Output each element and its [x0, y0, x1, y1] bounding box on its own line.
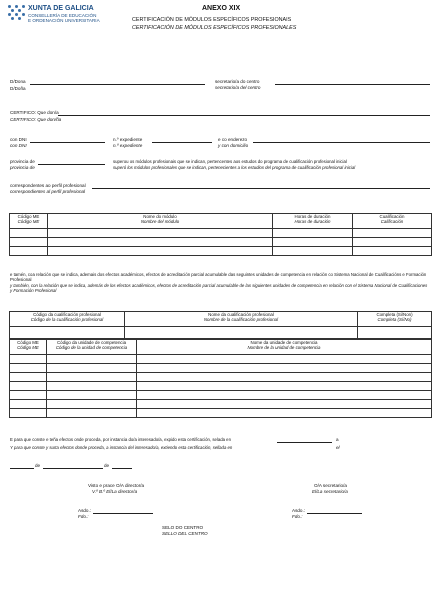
table-row[interactable] — [10, 364, 432, 373]
secretary-signature-line[interactable] — [307, 513, 362, 514]
date-year-line[interactable] — [112, 468, 132, 469]
table-row[interactable] — [10, 327, 432, 339]
closing-text-gl: E para que conste e teña efectos onde proceda, por instancia do/a interesado/a, expido esta certificación, selada en — [10, 437, 231, 442]
seal-label-es: SELLO DEL CENTRO — [162, 531, 208, 536]
table-row[interactable] — [10, 355, 432, 364]
qualification-table — [9, 311, 432, 339]
provincia-label-gl: provincia de — [10, 159, 35, 164]
doc-title-es: CERTIFICACIÓN DE MÓDULOS ESPECÍFICOS PROFESIONALES — [132, 25, 297, 31]
director-signature-line[interactable] — [93, 513, 153, 514]
enderezo-label-gl: e co enderezo — [218, 137, 248, 142]
expediente-line[interactable] — [152, 142, 212, 143]
table-row[interactable] — [10, 391, 432, 400]
perfil-label-gl: correspondentes ao perfil profesional — [10, 183, 86, 188]
col-cualificacion: Cualificación Calificación — [353, 214, 432, 229]
sealed-place-line[interactable] — [277, 442, 332, 443]
secretary-asdo-gl: Asdo.: — [292, 508, 306, 513]
perfil-label-es: correspondientes al perfil profesional — [10, 189, 86, 194]
director-label-gl: Visto e prace O/A director/a — [88, 483, 145, 488]
table-row[interactable] — [10, 400, 432, 409]
certifico-label-es: CERTIFICO: Que don/ña — [10, 117, 62, 122]
doc-title-gl: CERTIFICACIÓN DE MÓDULOS ESPECÍFICOS PROFESIONAIS — [132, 17, 292, 23]
closing-text-es: Y para que conste y surta efectos donde proceda, a instancia del interesado/a, extiendo esta certificación, sellada en — [10, 445, 233, 450]
col-completa: Completa (Si/Non) Completa (Sí/No) — [358, 312, 432, 327]
table-row[interactable] — [10, 382, 432, 391]
qualification-table-header — [10, 312, 432, 327]
modules-table-header — [10, 214, 432, 229]
col-nome-unidade: Nome da unidade de competencia Nombre de la unidad de competencia — [137, 340, 432, 355]
centro-line[interactable] — [275, 84, 430, 85]
table-row[interactable] — [10, 238, 432, 247]
director-asdo-gl: Asdo.: — [78, 508, 92, 513]
date-day-line[interactable] — [10, 468, 34, 469]
logo-name: XUNTA DE GALICIA — [28, 5, 94, 12]
table-row[interactable] — [10, 409, 432, 418]
logo-dept-line1: CONSELLERÍA DE EDUCACIÓN — [28, 13, 97, 18]
logo-dept-line2: E ORDENACIÓN UNIVERSITARIA — [28, 18, 100, 23]
dona-label-es: D/Doña — [10, 86, 26, 91]
date-month-line[interactable] — [43, 468, 103, 469]
expediente-label-es: n.º expediente — [113, 143, 143, 148]
dni-line[interactable] — [30, 142, 105, 143]
col-codigo-cualificacion: Código da cualificación profesional Código de la cualificación profesional — [10, 312, 125, 327]
units-table — [9, 339, 432, 418]
col-codigo-me: Código ME Código ME — [10, 340, 47, 355]
date-de2: de — [104, 463, 110, 468]
secretary-label-es: El/La secretario/a — [312, 489, 348, 494]
modules-table — [9, 213, 432, 256]
dona-line[interactable] — [30, 84, 205, 85]
expediente-label-gl: n.º expediente — [113, 137, 143, 142]
closing-a-gl: a — [336, 437, 339, 442]
perfil-line[interactable] — [92, 188, 430, 189]
table-row[interactable] — [10, 229, 432, 238]
date-de1: de — [35, 463, 41, 468]
xunta-logo-icon — [8, 5, 25, 22]
dona-label-gl: D/Dona — [10, 79, 26, 84]
seal-label-gl: SELO DO CENTRO — [162, 525, 204, 530]
secretary-asdo-es: Fdo.: — [292, 514, 303, 519]
director-label-es: V.º B.º El/La director/a — [92, 489, 138, 494]
secretario-label-es: secretario/a del centro — [215, 85, 261, 90]
enderezo-label-es: y con domicilio — [218, 143, 249, 148]
table-row[interactable] — [10, 247, 432, 256]
col-nome-modulo: Nome do módulo Nombre del módulo — [48, 214, 273, 229]
col-nome-cualificacion: Nome da cualificación profesional Nombre de la cualificación profesional — [125, 312, 358, 327]
col-horas: Horas de duración Horas de duración — [273, 214, 353, 229]
acreditacion-text-es: y también, con la relación que se indica, además de los efectos académicos, efectos de acreditación parcial acumulable de las siguientes unidades de competencia en relación con el Sistema Nacional de Cualificaciones y Formación Profesional — [10, 283, 428, 294]
certifico-label-gl: CERTIFICO: Que don/a — [10, 110, 59, 115]
table-row[interactable] — [10, 373, 432, 382]
superou-text-gl: superou os módulos profesionais que se indican, pertencentes aos estudos do programa de cualificación profesional inicial — [113, 159, 347, 164]
certifico-line[interactable] — [58, 115, 430, 116]
closing-a-es: el — [336, 445, 340, 450]
units-table-header — [10, 340, 432, 355]
dni-label-es: con DNI — [10, 143, 27, 148]
provincia-line[interactable] — [38, 164, 105, 165]
superou-text-es: superó los módulos profesionales que se indican, pertenecientes a los estudios del programa de cualificación profesional inicial — [113, 165, 356, 170]
provincia-label-es: provincia de — [10, 165, 35, 170]
director-asdo-es: Fdo.: — [78, 514, 89, 519]
acreditacion-text-gl: e tamén, coa relación que se indica, ademais dos efectos académicos, efectos de acreditación parcial acumulable das seguintes unidades de competencia en relación co Sistema Nacional de Cualificacións e Formación Profesional — [10, 272, 427, 283]
col-codigo-me: Código ME Código ME — [10, 214, 48, 229]
secretario-label-gl: secretario/a do centro — [215, 79, 260, 84]
dni-label-gl: con DNI — [10, 137, 27, 142]
col-codigo-unidade: Código da unidade de competencia Código de la unidad de competencia — [47, 340, 137, 355]
secretary-label-gl: O/A secretario/a — [314, 483, 347, 488]
annex-title: ANEXO XIX — [202, 5, 241, 12]
enderezo-line[interactable] — [253, 142, 430, 143]
